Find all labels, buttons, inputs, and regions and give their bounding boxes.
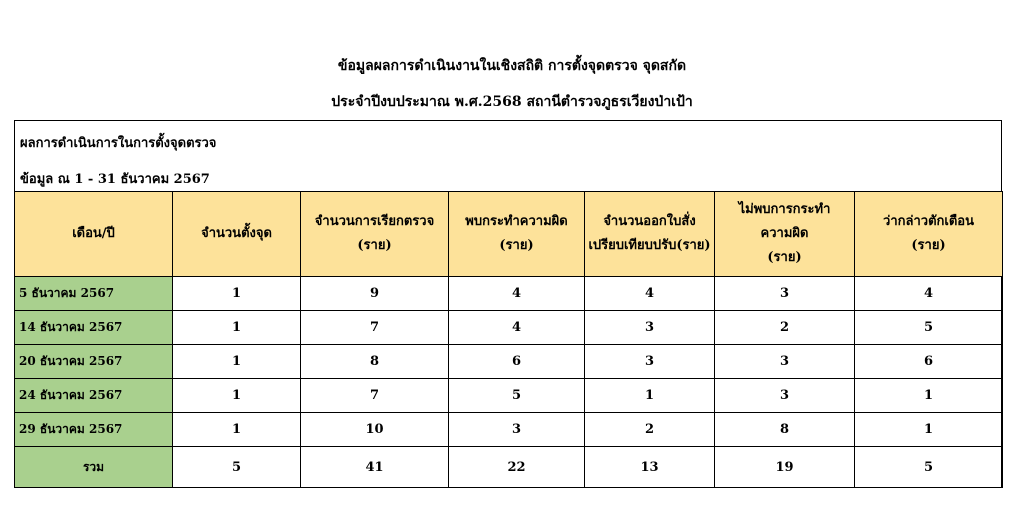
cell-offenses: 6	[449, 345, 585, 379]
section-title: ผลการดำเนินการในการตั้งจุดตรวจ	[20, 136, 217, 151]
total-offenses: 22	[449, 447, 585, 488]
table-row	[15, 311, 1003, 345]
cell-warnings: 5	[855, 311, 1003, 345]
report-title: ข้อมูลผลการดำเนินงานในเชิงสถิติ การตั้งจุดตรวจ จุดสกัด	[337, 58, 687, 74]
cell-inspections: 9	[301, 277, 449, 311]
row-date: 14 ธันวาคม 2567	[15, 311, 173, 345]
header-offenses: พบกระทำความผิด (ราย)	[449, 192, 585, 277]
table-row	[15, 345, 1003, 379]
cell-no-offense: 3	[715, 277, 855, 311]
cell-tickets: 1	[585, 379, 715, 413]
cell-inspections: 7	[301, 311, 449, 345]
cell-inspections: 8	[301, 345, 449, 379]
report-box	[14, 120, 1002, 488]
table-row	[15, 379, 1003, 413]
total-tickets: 13	[585, 447, 715, 488]
cell-checkpoints: 1	[173, 311, 301, 345]
header-inspections: จำนวนการเรียกตรวจ (ราย)	[301, 192, 449, 277]
cell-warnings: 4	[855, 277, 1003, 311]
cell-tickets: 3	[585, 311, 715, 345]
total-row	[15, 447, 1003, 488]
cell-tickets: 2	[585, 413, 715, 447]
header-warnings: ว่ากล่าวตักเตือน (ราย)	[855, 192, 1003, 277]
cell-checkpoints: 1	[173, 413, 301, 447]
cell-checkpoints: 1	[173, 345, 301, 379]
cell-inspections: 10	[301, 413, 449, 447]
report-subtitle: ประจำปีงบประมาณ พ.ศ.2568 สถานีตำรวจภูธรเวียงป่าเป้า	[331, 94, 693, 110]
header-tickets: จำนวนออกใบสั่ง เปรียบเทียบปรับ(ราย)	[585, 192, 715, 277]
header-checkpoints: จำนวนตั้งจุด	[173, 192, 301, 277]
cell-no-offense: 8	[715, 413, 855, 447]
stats-table	[14, 191, 1003, 488]
cell-checkpoints: 1	[173, 277, 301, 311]
total-warnings: 5	[855, 447, 1003, 488]
cell-tickets: 3	[585, 345, 715, 379]
header-row	[15, 192, 1003, 277]
cell-no-offense: 3	[715, 379, 855, 413]
cell-offenses: 5	[449, 379, 585, 413]
table-row	[15, 277, 1003, 311]
cell-offenses: 4	[449, 311, 585, 345]
cell-no-offense: 2	[715, 311, 855, 345]
cell-warnings: 1	[855, 379, 1003, 413]
total-checkpoints: 5	[173, 447, 301, 488]
row-date: 24 ธันวาคม 2567	[15, 379, 173, 413]
data-period: ข้อมูล ณ 1 - 31 ธันวาคม 2567	[20, 172, 210, 187]
row-date: 5 ธันวาคม 2567	[15, 277, 173, 311]
cell-offenses: 3	[449, 413, 585, 447]
cell-warnings: 6	[855, 345, 1003, 379]
total-inspections: 41	[301, 447, 449, 488]
row-date: 29 ธันวาคม 2567	[15, 413, 173, 447]
cell-warnings: 1	[855, 413, 1003, 447]
cell-checkpoints: 1	[173, 379, 301, 413]
cell-inspections: 7	[301, 379, 449, 413]
cell-tickets: 4	[585, 277, 715, 311]
total-no-offense: 19	[715, 447, 855, 488]
cell-offenses: 4	[449, 277, 585, 311]
total-label: รวม	[15, 447, 173, 488]
header-month: เดือน/ปี	[15, 192, 173, 277]
table-row	[15, 413, 1003, 447]
header-no-offense: ไม่พบการกระทำ ความผิด (ราย)	[715, 192, 855, 277]
row-date: 20 ธันวาคม 2567	[15, 345, 173, 379]
cell-no-offense: 3	[715, 345, 855, 379]
